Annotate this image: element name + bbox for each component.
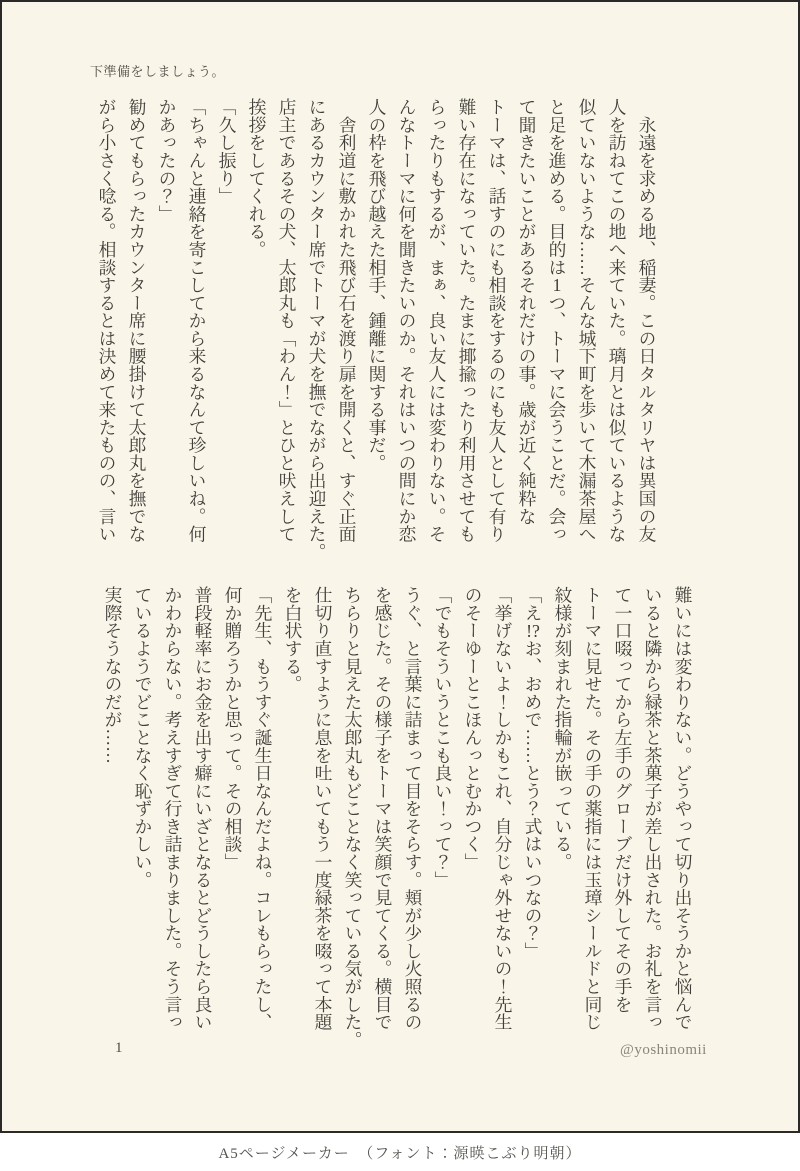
upper-text-block: [92, 98, 662, 561]
text-line: ちらりと見えた太郎丸もどことなく笑っている気がした。: [343, 586, 363, 1049]
text-line: トーマは、話すのにも相談をするのにも友人として有り: [487, 98, 507, 543]
text-line: うぐ、と言葉に詰まって目をそらす。頬が少し火照るの: [403, 586, 423, 1031]
page-number: 1: [115, 1040, 123, 1056]
text-line: 人を訪ねてこの地へ来ていた。璃月とは似ているような: [607, 98, 627, 543]
tate-chu-yoko: !?: [526, 621, 540, 640]
text-line: ているようでどことなく恥ずかしい。: [133, 586, 153, 889]
text-line: 「え!?お、おめで……とう？式はいつなの？」: [523, 586, 543, 960]
text-line: 勧めてもらったカウンター席に腰掛けて太郎丸を撫でな: [127, 98, 147, 543]
footer-caption: A5ページメーカー （フォント：源暎こぶり明朝）: [218, 1145, 582, 1162]
text-line: んなトーマに何を聞きたいのか。それはいつの間にか恋: [397, 98, 417, 543]
text-line: 「久し振り」: [217, 98, 237, 205]
text-line: 「ちゃんと連絡を寄こしてから来るなんて珍しいね。何: [187, 98, 207, 543]
text-line: 人の枠を飛び越えた相手、鍾離に関する事だ。: [367, 98, 387, 472]
text-line: 仕切り直すように息を吐いてもう一度緑茶を啜って本題: [313, 586, 333, 1031]
text-line: かあったの？」: [157, 98, 177, 223]
text-line: にあるカウンター席でトーマが犬を撫でながら出迎えた。: [307, 98, 327, 561]
text-line: 紋様が刻まれた指輪が嵌っている。: [553, 586, 573, 871]
text-line: 「でもそういうとこも良い！って？」: [433, 586, 453, 889]
text-line: がら小さく唸る。相談するとは決めて来たものの、言い: [97, 98, 117, 543]
text-line: 「先生、もうすぐ誕生日なんだよね。コレもらったし、: [253, 586, 273, 1031]
text-line: かわからない。考えすぎて行き詰まりました。そう言っ: [163, 586, 183, 1031]
text-line: 似ていないような……そんな城下町を歩いて木漏茶屋へ: [577, 98, 597, 543]
text-line: 挨拶をしてくれる。: [247, 98, 267, 259]
text-line: 実際そうなのだが……: [103, 586, 123, 764]
text-line: 何か贈ろうかと思って。その相談」: [223, 586, 243, 871]
text-line: 永遠を求める地、稲妻。この日タルタリヤは異国の友: [637, 98, 657, 543]
text-line: 難いには変わりない。どうやって切り出そうかと悩んで: [673, 586, 693, 1031]
text-line: トーマに見せた。その手の薬指には玉璋シールドと同じ: [583, 586, 603, 1031]
text-line: 店主であるその犬、太郎丸も「わん！」とひと吠えして: [277, 98, 297, 543]
chapter-header-note: 下準備をしましょう。: [90, 64, 226, 79]
text-line: 難い存在になっていた。たまに揶揄ったり利用させても: [457, 98, 477, 543]
text-line: いると隣から緑茶と茶菓子が差し出された。お礼を言っ: [643, 586, 663, 1031]
text-line: を感じた。その様子をトーマは笑顔で見てくる。横目で: [373, 586, 393, 1031]
lower-text-block: [98, 586, 698, 1049]
text-line: のそーゆーとこほんっとむかつく」: [463, 586, 483, 871]
text-line: を白状する。: [283, 586, 303, 693]
tate-chu-yoko: 1: [552, 275, 562, 294]
text-line: と足を進める。目的は1つ、トーマに会うことだ。会っ: [547, 98, 567, 543]
text-line: 「挙げないよ！しかもこれ、自分じゃ外せないの！先生: [493, 586, 513, 1031]
text-line: らったりもするが、まぁ、良い友人には変わりない。そ: [427, 98, 447, 543]
author-handle: @yoshinomii: [620, 1042, 707, 1058]
text-line: て一口啜ってから左手のグローブだけ外してその手を: [613, 586, 633, 1013]
footer-strip: [0, 1133, 800, 1171]
text-line: 普段軽率にお金を出す癖にいざとなるとどうしたら良い: [193, 586, 213, 1031]
text-line: て聞きたいことがあるそれだけの事。歳が近く純粋な: [517, 98, 537, 525]
text-line: 舎利道に敷かれた飛び石を渡り扉を開くと、すぐ正面: [337, 98, 357, 543]
